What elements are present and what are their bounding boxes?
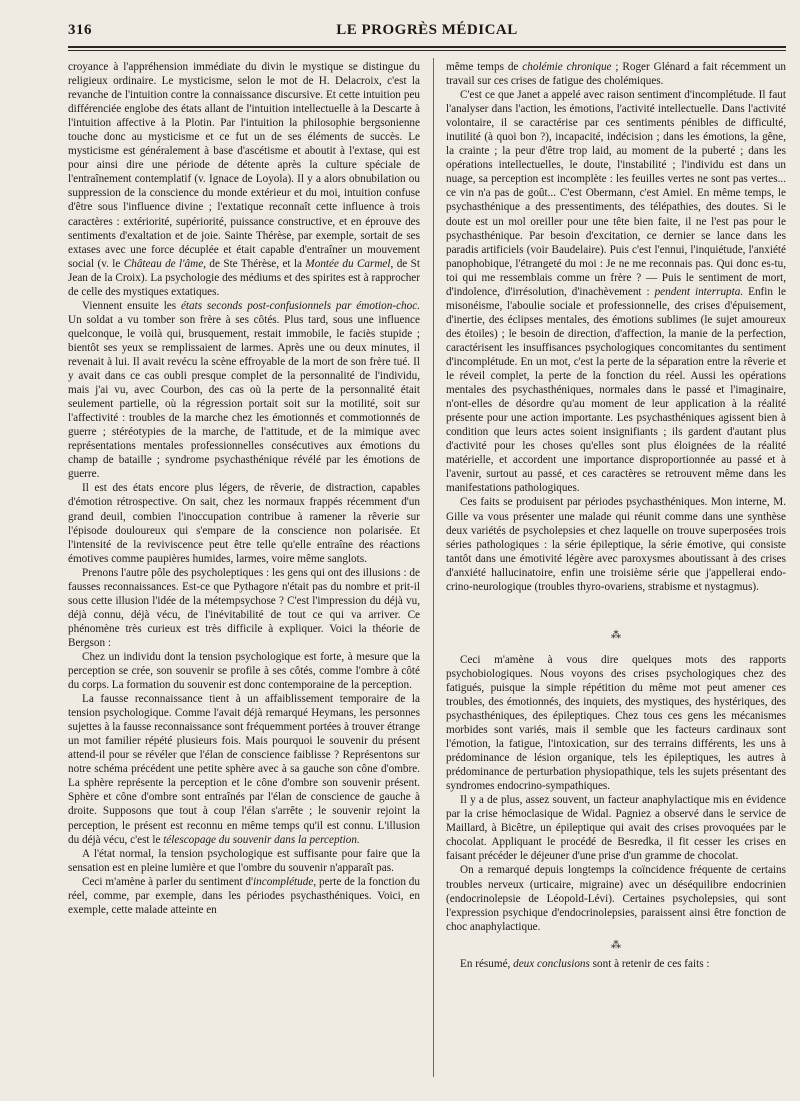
left-column — [68, 60, 420, 1083]
right-column — [446, 60, 786, 1083]
paragraph: A l'état normal, la tension psychologique est suffisante pour faire que la sensation est en pleine lumière et que l'ombre du souvenir n'apparaît pas. — [68, 847, 420, 874]
section-separator: ⁂ — [611, 629, 621, 641]
paragraph: Prenons l'autre pôle des psycholeptiques : les gens qui ont des illusions : de fausses reconnaissances. Est-ce que Pythagore n'était pas du nombre et prit-il sous cette illusion l'idée de la métempsychose ? C'est l'impression du déjà vu, déjà connu, déjà vécu, de l'inévitabilité de tout ce qui va arriver. Ce phénomène très curieux est très difficile à expliquer. Voici la théorie de Bergson : — [68, 566, 420, 649]
paragraph: même temps de cholémie chronique ; Roger Glénard a fait récemment un travail sur ces crises de fatigue des cholémiques. — [446, 61, 786, 88]
column-divider — [433, 58, 434, 1077]
paragraph: Il y a de plus, assez souvent, un facteur anaphylactique mis en évidence par la crise hémoclasique de Widal. Pagniez a observé dans le service de Maillard, à Bicêtre, un épileptique qui avait des crises provoquées par le chocolat. Appliquant le procédé de Besredka, il fit cesser les crises en faisant précéder le déjeuner d'une prise d'un gramme de chocolat. — [446, 794, 786, 863]
running-title: LE PROGRÈS MÉDICAL — [336, 22, 518, 38]
paragraph: Il est des états encore plus légers, de rêverie, de distraction, capables d'émotion rétrospective. On sait, chez les normaux frappés récemment d'un grand deuil, combien l'inoccupation contribue à ramener la rêverie sur l'épisode douloureux qui s'empare de la conscience non polarisée. Et l'intensité de la reviviscence peut être telle qu'elle entraîne des réactions émotives comme paupières humides, larmes, voire même sanglots. — [68, 482, 420, 565]
paragraph: Ceci m'amène à vous dire quelques mots des rapports psychobiologiques. Nous voyons des crises psychologiques chez des fatigués, puisque la simple répétition du même mot peut amener ces troubles, des émotionnés, des inquiets, des mystiques, des hystériques, des psychasthéniques, des épileptiques. Chez tous ces gens les mécanismes morbides sont variés, mais il semble que les facteurs cardinaux sont l'émotion, la fatigue, l'intoxication, sur des terrains différents, les uns à prédominance de lésion organique, tels les épileptiques, les autres à prédominance de perturbation physiopathique, tels les sujets présentant des syndromes endocrino-sympathiques. — [446, 653, 786, 793]
paragraph: On a remarqué depuis longtemps la coïncidence fréquente de certains troubles nerveux (urticaire, migraine) avec un déséquilibre endocrinien (endocrinolepsie de Léopold-Lévi). Certaines psycholepsies, qui sont l'expression psychique d'endocrinolepsies, paraissent ainsi être fonction de choc anaphylactique. — [446, 864, 786, 933]
paragraph: Ceci m'amène à parler du sentiment d'incomplétude, perte de la fonction du réel, comme, par exemple, dans les périodes psychasthéniques. Voici, en exemple, cette malade atteinte en — [68, 875, 420, 916]
page-number: 316 — [68, 22, 92, 38]
paragraph: Viennent ensuite les états seconds post-confusionnels par émotion-choc. Un soldat a vu tomber son frère à ses côtés. Plus tard, sous une influence quelconque, le voilà qui, brusquement, restait immobile, le faciès stupide ; bientôt ses yeux se remplissaient de larmes. Après une ou deux minutes, il revenait à lui. Il avait revécu la scène effroyable de la mort de son frère tué. Il y avait dans ce cas oubli presque complet de la personnalité de l'individu, mais j'ai vu, avec Courbon, des cas où la perte de la personnalité était seulement partielle, où la régression portait soit sur la motilité, soit sur l'affectivité : troubles de la marche chez les émotionnés et commotionnés de guerre ; stéréotypies de la marche, de l'attitude, et de la mimique avec représentations mentales professionnelles consécutives aux émotions du champ de bataille ; syndrome psychasthénique révélé par les émotions de guerre. — [68, 299, 420, 481]
header-rule — [68, 46, 786, 51]
paragraph: Chez un individu dont la tension psychologique est forte, à mesure que la perception se crée, son souvenir se profile à ses côtés, comme l'ombre à côté du corps. La formation du souvenir est donc contemporaine de la perception. — [68, 650, 420, 692]
paragraph: En résumé, deux conclusions sont à retenir de ces faits : — [460, 957, 710, 970]
section-separator: ⁂ — [611, 939, 621, 951]
paragraph: La fausse reconnaissance tient à un affaiblissement temporaire de la tension psychologique. Comme l'avait déjà remarqué Heymans, les personnes sujettes à la fausse reconnaissance sont fréquemment portées à trouver étrange un mot familier répété plusieurs fois. Mais pourquoi le souvenir du présent attend-il pour se révéler que l'élan de conscience faiblisse ? Représentons sur notre schéma précédent une petite sphère avec à sa gauche son cône d'ombre. La sphère représente la perception et le cône d'ombre son souvenir présent. Sphère et cône d'ombre sont entraînés par l'élan de conscience de gauche à droite. Supposons que tout à coup l'élan s'arrête ; le souvenir rejoint la perception, le présent est reconnu en même temps qu'il est connu. L'illusion du déjà vécu, c'est le télescopage du souvenir dans la perception. — [68, 693, 420, 846]
paragraph: croyance à l'appréhension immédiate du divin le mystique se distingue du religieux ordinaire. Le mysticisme, selon le mot de H. Delacroix, c'est la revanche de l'intuition contre la connaissance discursive. Et cette intuition peu différenciée englobe des états allant de l'intuition intellectuelle à la Descarte à l'intuition affective à la Plotin. Par l'intuition la philosophie bergsonienne touche donc au mysticisme et ce fut un de ses éléments de succès. Le mysticisme est généralement à base d'ascétisme et aboutit à l'extase, qui est pour ainsi dire une période de détente après la culture spéciale de l'entraînement contemplatif (v. Ignace de Loyola). Il y a alors obnubilation ou suppression de la conscience du monde extérieur et du moi, intuition confuse d'être sous l'influence divine ; l'extatique reconnaît cette influence à trois caractères : extériorité, supériorité, puissance constructive, et en éprouve des sentiments d'exaltation et de joie. Sainte Thérèse, par exemple, sortait de ses extases avec une force décuplée et était capable d'entraîner un mouvement social (v. le Château de l'âme, de Ste Thérèse, et la Montée du Carmel, de St Jean de la Croix). La psychologie des médiums et des spirites est à rapprocher de celle des mystiques extatiques. — [68, 61, 420, 298]
paragraph: Ces faits se produisent par périodes psychasthéniques. Mon interne, M. Gille va vous présenter une malade qui réunit comme dans une synthèse deux variétés de psycholepsies et chez laquelle on trouve superposées trois séries pathologiques : la série épileptique, la série émotive, qui consiste tantôt dans une émotivité légère avec paroxysmes aboutissant à des crises d'anxiété hallucinatoire, enfin une troisième série que j'appellerai endo-crino-neurologique (troubles thyro-ovariens, strabisme et nystagmus). — [446, 496, 786, 593]
page-header — [68, 22, 786, 44]
paragraph: C'est ce que Janet a appelé avec raison sentiment d'incomplétude. Il faut l'analyser dans l'action, les émotions, l'activité intellectuelle. Dans l'activité volontaire, il se caractérise par ces sentiments pénibles de difficulté, inutilité (à quoi bon ?), incapacité, indécision ; dans les émotions, la gêne, la crainte ; la peur d'être trop laid, au moment de la puberté ; dans les opérations intellectuelles, le doute, l'instabilité ; l'individu est dans un nuage, sa perception est incomplète : les feuilles vertes ne sont pas vertes... ce vin n'a pas de goût... C'est Obermann, c'est Amiel. En même temps, le psychasthénique a des pressentiments, des télépathies, des doutes. Si le doute est un mol oreiller pour une tête bien faite, il ne l'est pas pour le psychasthénique. Par besoin d'excitation, ce dernier se lance dans les paradis artificiels (voir Baudelaire). Puis c'est l'ennui, l'inquiétude, l'anxiété panophobique, l'étrangeté du moi : Je ne me reconnais pas. Qui donc es-tu, toi qui me ressemblais comme un frère ? — Puis le sentiment de mort, d'indolence, d'irrésolution, d'inachèvement : pendent interrupta. Enfin le misonéisme, l'aboulie sociale et professionnelle, des crises d'épuisement, d'inertie, des éclipses mentales, des émotions sublimes (le sujet amoureux des étoiles) ; le besoin de direction, d'affection, la manie de la perfection, caractérisent les insuffisances psychologiques concomitantes du sentiment d'incomplétude. En un mot, c'est la perte de la séparation entre la rêverie et le réveil complet, la perte de la fonction du réel. Aussi les opérations mentales des psychasthéniques, normales dans le passé et l'imaginaire, n'ont-elles de désordre qu'au moment de leur application à la réalité présente pour une action importante. Les psychasthéniques agissent bien à condition que leurs actes soient insignifiants ; ils gardent d'autant plus d'activité pour les choses qu'elles sont plus éloignées de la réalité matérielle, et accordent une importance disproportionnée au passé et à l'avenir, surtout au passé, et ces caractères se retrouvent même dans les manifestations pathologiques. — [446, 89, 786, 495]
